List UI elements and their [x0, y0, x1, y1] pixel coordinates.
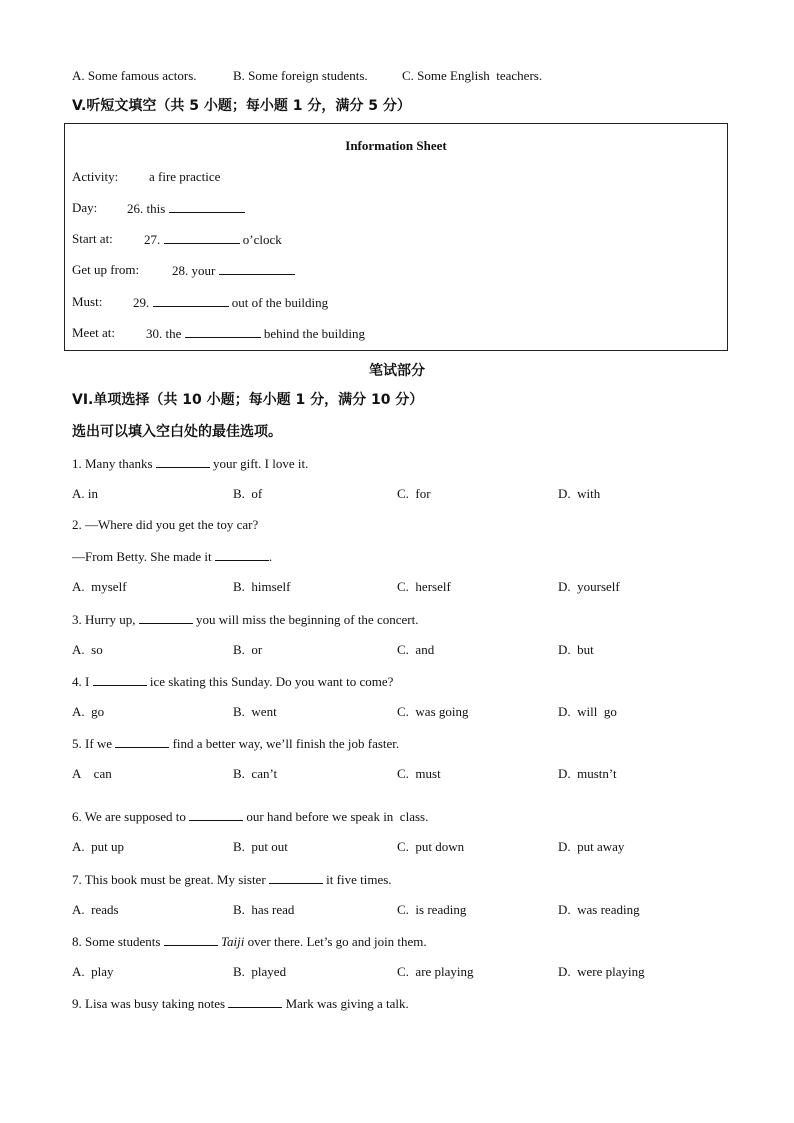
top-option-b: B. Some foreign students.: [233, 68, 368, 83]
section-6-title: VI.单项选择（共 10 小题；每小题 1 分，满分 10 分）: [72, 392, 424, 408]
question-4-blank[interactable]: [93, 673, 147, 686]
info-label-getup: Get up from:: [72, 262, 140, 277]
question-1-blank[interactable]: [156, 455, 210, 468]
question-7-pre: 7. This book must be great. My sister: [72, 872, 266, 887]
question-6-post: our hand before we speak in class.: [246, 809, 429, 824]
info-value-meet: [146, 325, 365, 342]
question-6-option-d[interactable]: D. put away: [558, 839, 625, 854]
question-3-blank[interactable]: [139, 611, 193, 624]
information-sheet-title: Information Sheet: [345, 138, 447, 153]
question-5-option-a[interactable]: A can: [72, 766, 112, 781]
info-start-suffix: o’clock: [242, 232, 282, 247]
question-3-option-c[interactable]: C. and: [397, 642, 435, 657]
question-7-post: it five times.: [326, 872, 392, 887]
question-7-option-b[interactable]: B. has read: [233, 902, 295, 917]
info-getup-prefix: 28. your: [172, 263, 216, 278]
question-8-italic-term: Taiji: [220, 934, 245, 949]
question-2-blank[interactable]: [215, 548, 269, 561]
info-label-start: Start at:: [72, 231, 113, 246]
blank-29[interactable]: [153, 294, 229, 307]
question-2-line2-pre: —From Betty. She made it: [72, 549, 212, 564]
question-7-blank[interactable]: [269, 871, 323, 884]
question-1-pre: 1. Many thanks: [72, 456, 153, 471]
question-4-option-b[interactable]: B. went: [233, 704, 277, 719]
info-label-meet: Meet at:: [72, 325, 115, 340]
question-1: [72, 455, 308, 472]
question-4: [72, 673, 393, 690]
blank-30[interactable]: [185, 325, 261, 338]
question-4-option-a[interactable]: A. go: [72, 704, 105, 719]
info-label-must: Must:: [72, 294, 103, 309]
question-6-option-c[interactable]: C. put down: [397, 839, 465, 854]
question-5-post: find a better way, we’ll finish the job faster.: [172, 736, 400, 751]
question-2-option-b[interactable]: B. himself: [233, 579, 291, 594]
info-value-day: [127, 200, 245, 217]
question-8-option-c[interactable]: C. are playing: [397, 964, 474, 979]
blank-28[interactable]: [219, 262, 295, 275]
info-value-getup: [172, 262, 295, 279]
question-2-line2-post: .: [268, 549, 273, 564]
question-5-option-d[interactable]: D. mustn’t: [558, 766, 617, 781]
question-7-option-d[interactable]: D. was reading: [558, 902, 640, 917]
blank-26[interactable]: [169, 200, 245, 213]
question-4-option-c[interactable]: C. was going: [397, 704, 469, 719]
question-8: [72, 933, 427, 950]
blank-27[interactable]: [164, 231, 240, 244]
information-sheet-box: [64, 123, 728, 351]
question-1-option-a[interactable]: A. in: [72, 486, 98, 501]
question-8-option-a[interactable]: A. play: [72, 964, 114, 979]
question-5: [72, 735, 399, 752]
top-option-a: A. Some famous actors.: [72, 68, 197, 83]
question-6-pre: 6. We are supposed to: [72, 809, 186, 824]
info-label-day: Day:: [72, 200, 98, 215]
written-part-title: 笔试部分: [369, 363, 425, 379]
info-start-prefix: 27.: [144, 232, 161, 247]
question-9-blank[interactable]: [228, 995, 282, 1008]
question-6-blank[interactable]: [189, 808, 243, 821]
question-3-pre: 3. Hurry up,: [72, 612, 136, 627]
question-2-option-c[interactable]: C. herself: [397, 579, 451, 594]
question-5-blank[interactable]: [115, 735, 169, 748]
top-option-c: C. Some English teachers.: [402, 68, 543, 83]
info-meet-prefix: 30. the: [146, 326, 182, 341]
question-2-line-2: [72, 548, 272, 565]
question-8-pre: 8. Some students: [72, 934, 161, 949]
question-1-option-d[interactable]: D. with: [558, 486, 601, 501]
question-5-option-c[interactable]: C. must: [397, 766, 441, 781]
question-8-post: over there. Let’s go and join them.: [247, 934, 427, 949]
question-6-option-b[interactable]: B. put out: [233, 839, 288, 854]
info-day-prefix: 26. this: [127, 201, 166, 216]
question-9-pre: 9. Lisa was busy taking notes: [72, 996, 226, 1011]
question-5-pre: 5. If we: [72, 736, 113, 751]
question-7-option-c[interactable]: C. is reading: [397, 902, 467, 917]
question-2-option-d[interactable]: D. yourself: [558, 579, 620, 594]
question-2-option-a[interactable]: A. myself: [72, 579, 127, 594]
section-5-title: V.听短文填空（共 5 小题；每小题 1 分，满分 5 分）: [72, 98, 411, 114]
info-must-suffix: out of the building: [231, 295, 329, 310]
question-4-option-d[interactable]: D. will go: [558, 704, 617, 719]
question-4-pre: 4. I: [72, 674, 90, 689]
question-5-option-b[interactable]: B. can’t: [233, 766, 278, 781]
question-1-option-b[interactable]: B. of: [233, 486, 263, 501]
info-value-activity: a fire practice: [149, 169, 221, 184]
question-3: [72, 611, 418, 628]
question-1-post: your gift. I love it.: [213, 456, 309, 471]
info-value-must: [133, 294, 328, 311]
info-value-start: [144, 231, 282, 248]
question-8-option-b[interactable]: B. played: [233, 964, 287, 979]
question-1-option-c[interactable]: C. for: [397, 486, 431, 501]
question-3-option-d[interactable]: D. but: [558, 642, 594, 657]
question-6: [72, 808, 428, 825]
question-7-option-a[interactable]: A. reads: [72, 902, 119, 917]
question-7: [72, 871, 392, 888]
question-6-option-a[interactable]: A. put up: [72, 839, 124, 854]
question-9: [72, 995, 409, 1012]
question-3-post: you will miss the beginning of the concert.: [196, 612, 419, 627]
section-6-instruction: 选出可以填入空白处的最佳选项。: [72, 424, 282, 440]
info-must-prefix: 29.: [133, 295, 150, 310]
question-3-option-a[interactable]: A. so: [72, 642, 103, 657]
question-2: 2. —Where did you get the toy car?: [72, 517, 259, 532]
question-8-option-d[interactable]: D. were playing: [558, 964, 645, 979]
question-3-option-b[interactable]: B. or: [233, 642, 263, 657]
question-9-post: Mark was giving a talk.: [285, 996, 409, 1011]
question-4-post: ice skating this Sunday. Do you want to come?: [149, 674, 394, 689]
info-label-activity: Activity:: [72, 169, 119, 184]
info-meet-suffix: behind the building: [263, 326, 365, 341]
question-8-blank[interactable]: [164, 933, 218, 946]
